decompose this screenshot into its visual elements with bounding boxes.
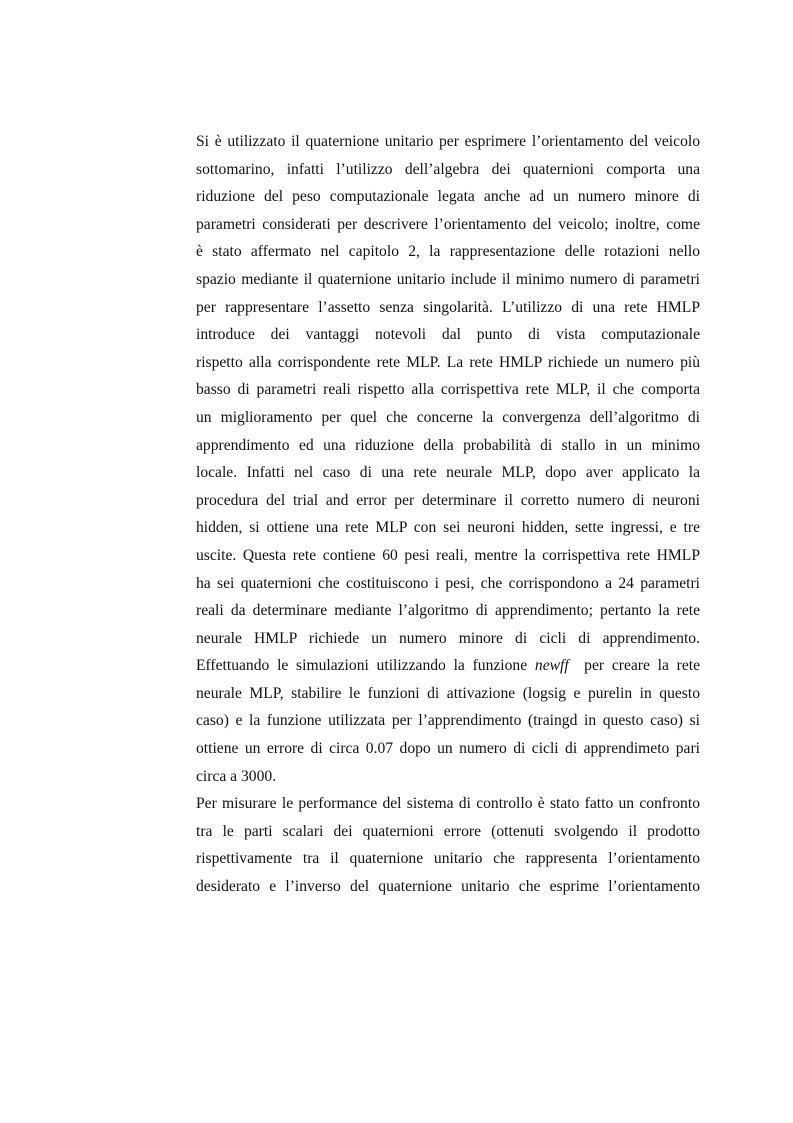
text-line: rispetto alla corrispondente rete MLP. La rete HMLP richiede un numero più xyxy=(196,353,700,371)
text-line: hidden, si ottiene una rete MLP con sei neuroni hidden, sette ingressi, e tre xyxy=(196,519,700,537)
text-line: Per misurare le performance del sistema di controllo è stato fatto un confronto xyxy=(196,795,700,813)
text-line: neurale HMLP richiede un numero minore di cicli di apprendimento. xyxy=(196,629,700,647)
text-line: introduce dei vantaggi notevoli dal punto di vista computazionale xyxy=(196,326,700,344)
text-line: caso) e la funzione utilizzata per l’apprendimento (traingd in questo caso) si xyxy=(196,712,700,730)
text-segment: Effettuando le simulazioni utilizzando la funzione xyxy=(196,657,528,675)
text-line: apprendimento ed una riduzione della probabilità di stallo in un minimo xyxy=(196,436,700,454)
text-line: ha sei quaternioni che costituiscono i pesi, che corrispondono a 24 parametri xyxy=(196,574,700,592)
text-line: procedura del trial and error per determinare il corretto numero di neuroni xyxy=(196,491,700,509)
text-line: Si è utilizzato il quaternione unitario per esprimere l’orientamento del veicolo xyxy=(196,133,700,150)
text-line: sottomarino, infatti l’utilizzo dell’algebra dei quaternioni comporta una xyxy=(196,160,700,178)
text-line: riduzione del peso computazionale legata anche ad un numero minore di xyxy=(196,188,700,206)
text-line: locale. Infatti nel caso di una rete neurale MLP, dopo aver applicato la xyxy=(196,464,700,482)
text-line: ottiene un errore di circa 0.07 dopo un numero di cicli di apprendimeto pari xyxy=(196,740,700,758)
function-name-newff: newff xyxy=(534,657,569,675)
text-line-newff xyxy=(196,652,700,680)
text-line: neurale MLP, stabilire le funzioni di attivazione (logsig e purelin in questo xyxy=(196,684,700,702)
text-line: reali da determinare mediante l’algoritmo di apprendimento; pertanto la rete xyxy=(196,602,700,620)
text-line: rispettivamente tra il quaternione unitario che rappresenta l’orientamento xyxy=(196,850,700,868)
text-line: circa a 3000. xyxy=(196,767,277,785)
text-line: è stato affermato nel capitolo 2, la rappresentazione delle rotazioni nello xyxy=(196,243,700,261)
text-line: basso di parametri reali rispetto alla corrispettiva rete MLP, il che comporta xyxy=(196,381,700,399)
text-line: tra le parti scalari dei quaternioni errore (ottenuti svolgendo il prodotto xyxy=(196,822,700,840)
text-line: un miglioramento per quel che concerne la convergenza dell’algoritmo di xyxy=(196,408,700,426)
text-line: per rappresentare l’assetto senza singolarità. L’utilizzo di una rete HMLP xyxy=(196,298,700,316)
text-line: desiderato e l’inverso del quaternione unitario che esprime l’orientamento xyxy=(196,878,700,896)
text-line: uscite. Questa rete contiene 60 pesi reali, mentre la corrispettiva rete HMLP xyxy=(196,546,700,564)
body-text xyxy=(196,128,700,901)
text-line: spazio mediante il quaternione unitario include il minimo numero di parametri xyxy=(196,270,700,288)
text-segment: per creare la rete xyxy=(584,657,700,675)
text-line: parametri considerati per descrivere l’orientamento del veicolo; inoltre, come xyxy=(196,215,700,233)
